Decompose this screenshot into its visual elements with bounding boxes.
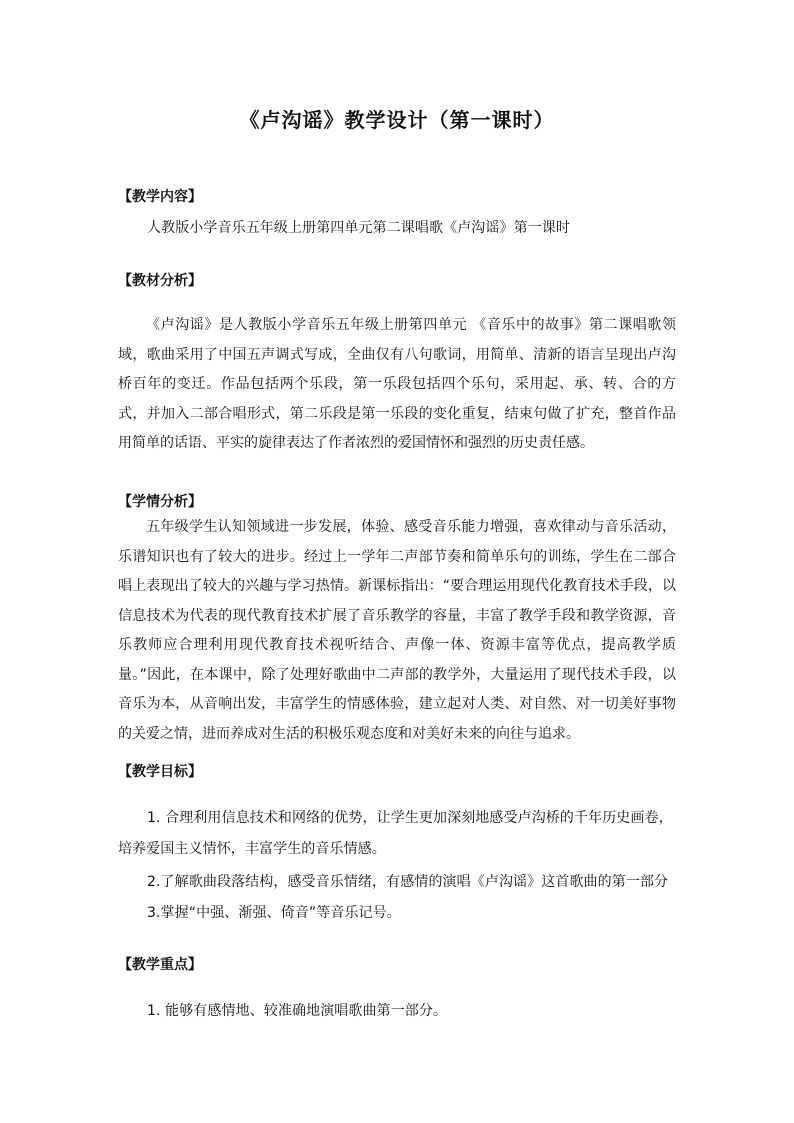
- heading-material-analysis: 【教材分析】: [118, 273, 202, 289]
- goal-item-1-line-2: 培养爱国主义情怀，丰富学生的音乐情感。: [118, 841, 386, 857]
- page-title: 《卢沟谣》教学设计（第一课时）: [239, 108, 555, 132]
- goal-item-2: 2.了解歌曲段落结构，感受音乐情绪，有感情的演唱《卢沟谣》这首歌曲的第一部分: [147, 874, 669, 890]
- material-analysis-paragraph: 《卢沟谣》是人教版小学音乐五年级上册第四单元 《音乐中的故事》第二课唱歌领域，歌曲采用了中国五声调式写成，全曲仅有八句歌词，用简单、清新的语言呈现出卢沟桥百年的变迁。作品包括两个乐段，第一乐段包括四个乐句，采用起、承、转、合的方式，并加入二部合唱形式，第二乐段是第一乐段的变化重复，结束句做了扩充，整首作品用简单的话语、平实的旋律表达了作者浓烈的爱国情怀和强烈的历史责任感。: [118, 317, 676, 451]
- heading-key-points: 【教学重点】: [118, 957, 202, 973]
- heading-student-analysis: 【学情分析】: [118, 494, 202, 510]
- goal-item-3: 3.掌握“中强、渐强、倚音”等音乐记号。: [147, 905, 401, 921]
- teaching-content-text: 人教版小学音乐五年级上册第四单元第二课唱歌《卢沟谣》第一课时: [147, 220, 570, 236]
- key-point-item-1: 1. 能够有感情地、较准确地演唱歌曲第一部分。: [147, 1003, 448, 1019]
- student-analysis-paragraph: 五年级学生认知领域进一步发展，体验、感受音乐能力增强，喜欢律动与音乐活动，乐谱知识也有了较大的进步。经过上一学年二声部节奏和简单乐句的训练，学生在二部合唱上表现出了较大的兴趣与学习热情。新课标指出：“要合理运用现代化教育技术手段，以信息技术为代表的现代教育技术扩展了音乐教学的容量，丰富了教学手段和教学资源，音乐教师应合理利用现代教育技术视听结合、声像一体、资源丰富等优点，提高教学质量。”因此，在本课中，除了处理好歌曲中二声部的教学外，大量运用了现代技术手段，以音乐为本，从音响出发，丰富学生的情感体验，建立起对人类、对自然、对一切美好事物的关爱之情，进而养成对生活的积极乐观态度和对美好未来的向往与追求。: [118, 519, 676, 742]
- heading-teaching-content: 【教学内容】: [118, 189, 202, 205]
- heading-teaching-goals: 【教学目标】: [118, 764, 202, 780]
- goal-item-1-line-1: 1. 合理利用信息技术和网络的优势，让学生更加深刻地感受卢沟桥的千年历史画卷，: [147, 810, 673, 826]
